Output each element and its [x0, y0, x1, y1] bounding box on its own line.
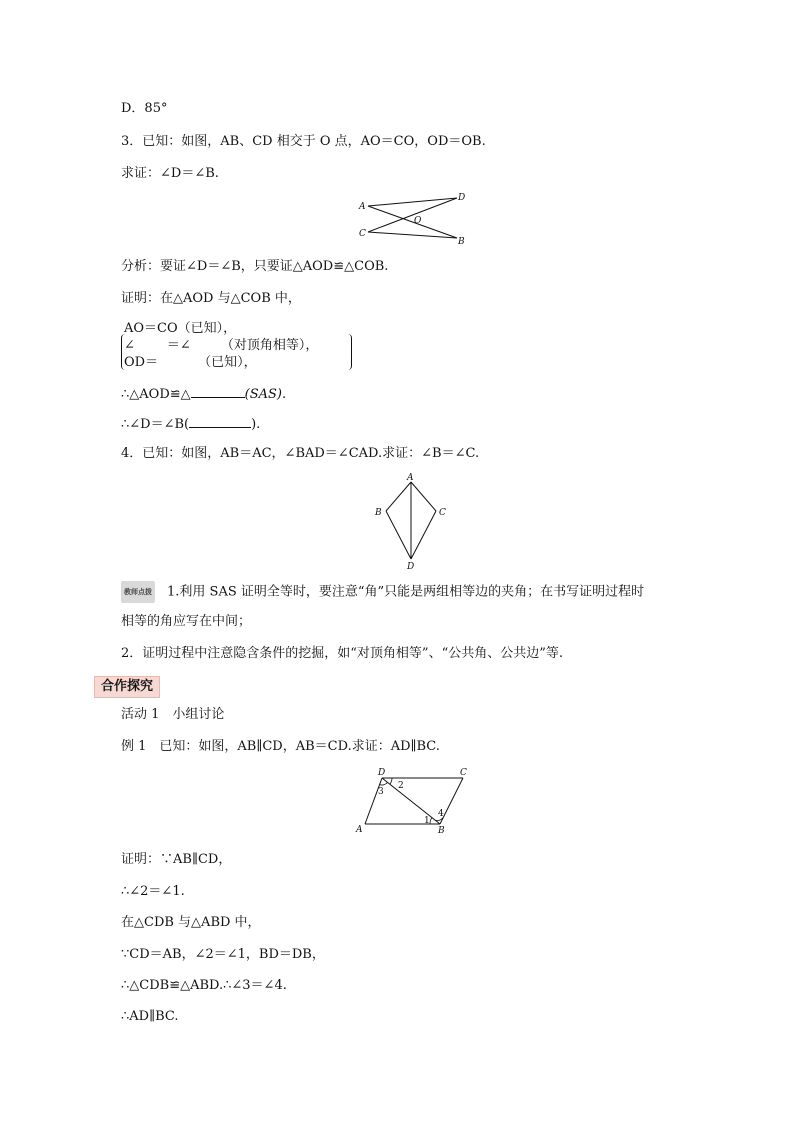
cond2-equals: ＝∠: [166, 338, 191, 353]
fig1-label-a: A: [359, 202, 366, 212]
fig2-label-b: B: [375, 508, 382, 518]
example-1-statement: 例 1 已知：如图，AB∥CD，AB＝CD.求证：AD∥BC.: [121, 739, 440, 754]
teacher-tip-line-2: 相等的角应写在中间；: [121, 614, 252, 629]
fig3-angle-3: 3: [378, 787, 384, 797]
teacher-tip-badge: 教师点拨: [121, 581, 155, 603]
cond3-left: OD＝: [124, 355, 159, 370]
fig2-label-d: D: [407, 562, 415, 572]
proof-line-2: ∴∠2＝∠1.: [121, 884, 185, 899]
proof-line-5: ∴△CDB≌△ABD.∴∠3＝∠4.: [121, 978, 287, 993]
problem-3-statement: 3．已知：如图，AB、CD 相交于 O 点，AO＝CO，OD＝OB.: [121, 134, 486, 149]
proof-condition-1: AO＝CO（已知），: [124, 321, 237, 336]
figure-kite: [370, 470, 455, 572]
proof-line-1: 证明：∵AB∥CD，: [121, 852, 232, 867]
fig3-angle-1: 1: [424, 816, 430, 826]
proof-line-3: 在△CDB 与△ABD 中，: [121, 915, 261, 930]
tip-text-1: 1.利用 SAS 证明全等时，要注意“角”只能是两组相等边的夹角；在书写证明过程时: [167, 584, 645, 600]
option-d: D．85°: [121, 101, 168, 116]
teacher-tip-line-1: [121, 581, 644, 603]
conclusion1-reason: (SAS).: [244, 387, 287, 402]
conclusion2-text: ∴∠D＝∠B(: [121, 417, 190, 432]
proof-line-6: ∴AD∥BC.: [121, 1009, 179, 1024]
brace-right: [345, 334, 352, 370]
fig2-label-a: A: [407, 473, 414, 483]
conclusion1-text: ∴△AOD≌△: [121, 387, 191, 402]
teacher-tip-line-3: 2．证明过程中注意隐含条件的挖掘，如“对顶角相等”、“公共角、公共边”等.: [121, 646, 563, 661]
fig1-label-c: C: [359, 229, 366, 239]
proof-line-4: ∵CD＝AB，∠2＝∠1，BD＝DB，: [121, 947, 325, 962]
proof-conclusion-1: [121, 384, 286, 404]
fig1-label-b: B: [458, 237, 465, 247]
answer-blank[interactable]: [189, 414, 251, 428]
activity-title: 活动 1 小组讨论: [121, 707, 225, 722]
problem-3-prove: 求证：∠D＝∠B.: [121, 166, 219, 181]
conclusion2-end: ).: [251, 417, 261, 432]
figure-intersecting-segments: [355, 190, 470, 246]
fig3-angle-4: 4: [438, 809, 444, 819]
section-header: 合作探究: [94, 676, 160, 698]
fig3-label-a: A: [356, 825, 363, 835]
fig1-label-d: D: [458, 193, 466, 203]
fig3-angle-2: 2: [398, 781, 404, 791]
problem-3-proof-intro: 证明：在△AOD 与△COB 中，: [121, 291, 301, 306]
cond2-reason: （对顶角相等），: [220, 338, 319, 353]
cond3-reason: （已知），: [198, 355, 257, 370]
proof-condition-2: [124, 337, 318, 355]
proof-condition-3: [124, 354, 257, 372]
figure-parallelogram: [352, 766, 474, 836]
fig3-label-d: D: [378, 768, 386, 778]
problem-4-statement: 4．已知：如图，AB＝AC，∠BAD＝∠CAD.求证：∠B＝∠C.: [121, 446, 480, 461]
fig3-label-c: C: [460, 768, 467, 778]
fig2-label-c: C: [439, 508, 446, 518]
fig1-label-o: O: [414, 216, 422, 226]
proof-conclusion-2: [121, 414, 260, 434]
answer-blank[interactable]: [191, 384, 245, 398]
cond2-angle-left: ∠: [124, 338, 135, 353]
problem-3-analysis: 分析：要证∠D＝∠B，只要证△AOD≌△COB.: [121, 259, 389, 274]
fig3-label-b: B: [438, 826, 445, 836]
